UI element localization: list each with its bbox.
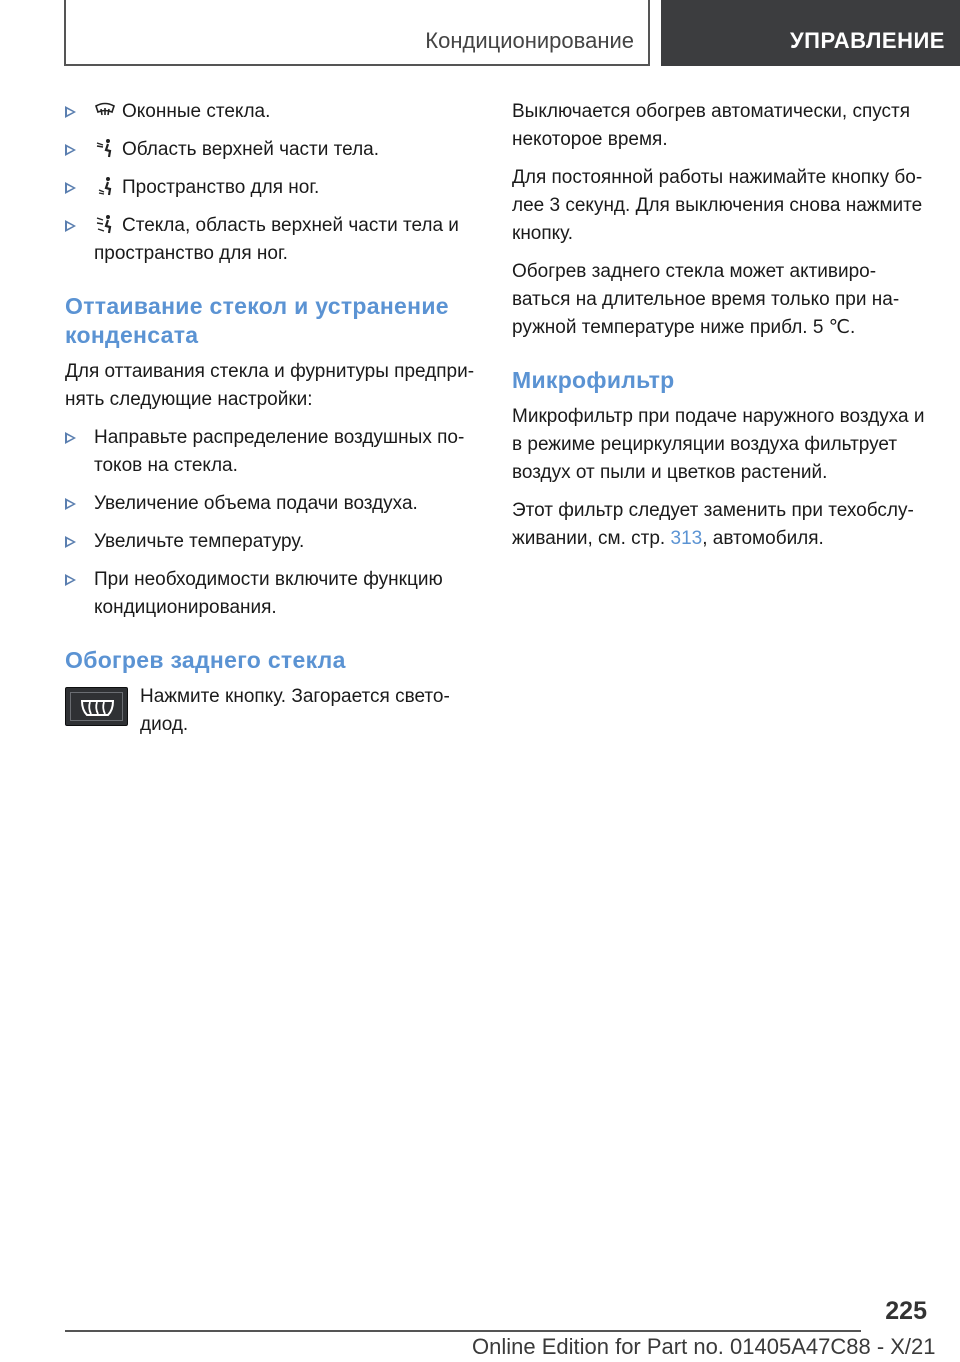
list-item	[65, 528, 475, 556]
chapter-tab	[661, 0, 960, 66]
list-item	[65, 490, 475, 518]
list-item-text: При необходимости включите функцию кондиционирования.	[94, 569, 443, 618]
list-item-text: Направьте распределение воздушных потоков на стекла.	[94, 427, 465, 476]
section-title: Кондиционирование	[425, 28, 634, 53]
microfilter-heading: Микрофильтр	[512, 367, 675, 393]
footwell-airflow-icon	[94, 176, 116, 196]
list-item	[65, 212, 475, 268]
footer-divider	[65, 1330, 861, 1332]
list-item	[65, 98, 475, 126]
upper-body-airflow-icon	[94, 138, 116, 158]
bullet-triangle-icon	[65, 182, 76, 194]
list-item-text: Область верхней части тела.	[122, 139, 380, 160]
rear-heating-heading: Обогрев заднего стекла	[65, 647, 346, 673]
combined-airflow-icon	[94, 214, 116, 234]
bullet-triangle-icon	[65, 220, 76, 232]
page-number: 225	[885, 1297, 927, 1325]
airflow-list	[65, 98, 475, 268]
paragraph: Выключается обогрев автоматически, спустя некоторое время.	[512, 101, 911, 150]
edition-note: Online Edition for Part no. 01405A47C88 - X/21	[472, 1334, 936, 1359]
list-item	[65, 424, 475, 480]
list-item-text: Пространство для ног.	[122, 177, 320, 198]
list-item-text: Стекла, область верхней части тела и пространство для ног.	[94, 215, 459, 264]
paragraph-text: , автомобиля.	[702, 528, 824, 549]
list-item-text: Оконные стекла.	[122, 101, 271, 122]
bullet-triangle-icon	[65, 432, 76, 444]
list-item	[65, 136, 475, 164]
paragraph: Для постоянной работы нажимайте кнопку более 3 секунд. Для выключения снова нажмите кнопку.	[512, 167, 923, 244]
windshield-airflow-icon	[94, 100, 116, 120]
paragraph: Обогрев заднего стекла может активироваться на длительное время только при наружной температуре ниже прибл. 5 ℃.	[512, 261, 900, 338]
page-reference-link[interactable]: 313	[670, 528, 703, 549]
paragraph	[512, 497, 928, 553]
bullet-triangle-icon	[65, 498, 76, 510]
defrost-steps-list	[65, 424, 475, 622]
page-header	[0, 0, 960, 66]
right-column	[512, 98, 928, 563]
defrost-intro: Для оттаивания стекла и фурнитуры предпринять следующие настройки:	[65, 361, 475, 410]
list-item-text: Увеличьте температуру.	[94, 531, 305, 552]
bullet-triangle-icon	[65, 536, 76, 548]
rear-heating-text: Нажмите кнопку. Загорается светодиод.	[140, 686, 450, 735]
left-column	[65, 98, 475, 743]
list-item	[65, 174, 475, 202]
bullet-triangle-icon	[65, 106, 76, 118]
list-item-text: Увеличение объема подачи воздуха.	[94, 493, 418, 514]
rear-heating-instruction	[65, 683, 475, 743]
paragraph-text: Этот фильтр следует заменить при техобслуживании, см. стр.	[512, 500, 914, 549]
header-section-box	[64, 0, 650, 66]
rear-window-defrost-button-icon	[65, 687, 128, 726]
bullet-triangle-icon	[65, 574, 76, 586]
paragraph: Микрофильтр при подаче наружного воздуха и в режиме рециркуляции воздуха фильтрует воздух от пыли и цветков растений.	[512, 406, 925, 483]
list-item	[65, 566, 475, 622]
chapter-title: УПРАВЛЕНИЕ	[790, 28, 945, 53]
bullet-triangle-icon	[65, 144, 76, 156]
defrost-heading: Оттаивание стекол и устранение конденсата	[65, 293, 449, 348]
